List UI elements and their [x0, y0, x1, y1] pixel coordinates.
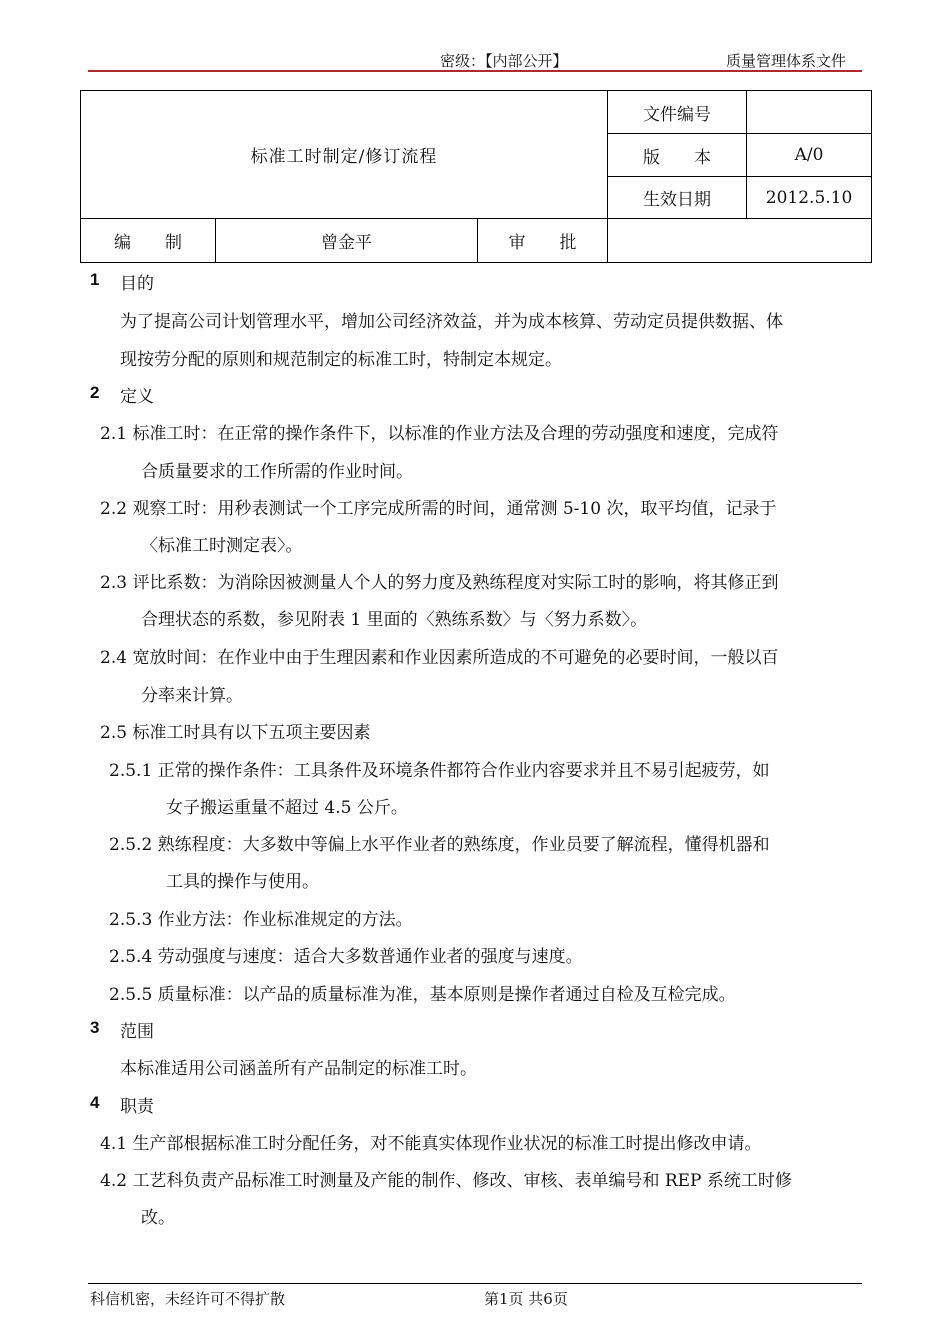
section-2-5-heading: 2.5 标准工时具有以下五项主要因素 — [100, 723, 371, 743]
section-3-para: 本标准适用公司涵盖所有产品制定的标准工时。 — [120, 1059, 477, 1079]
section-2-5-2-line-1: 2.5.2 熟练程度：大多数中等偏上水平作业者的熟练度，作业员要了解流程，懂得机器和 — [109, 835, 770, 855]
version-label: 版 本 — [608, 134, 747, 177]
section-3-title: 范围 — [120, 1022, 154, 1042]
section-4-2-line-1: 4.2 工艺科负责产品标准工时测量及产能的制作、修改、审核、表单编号和 REP 系统工时修 — [100, 1171, 792, 1191]
footer-rule — [88, 1283, 862, 1284]
classification-label: 密级：【内部公开】 — [440, 52, 568, 70]
header-rule — [88, 70, 862, 72]
section-2-2-line-1: 2.2 观察工时：用秒表测试一个工序完成所需的时间，通常测 5-10 次，取平均值，记录于 — [100, 499, 777, 519]
section-2-number: 2 — [90, 383, 100, 402]
section-4-1: 4.1 生产部根据标准工时分配任务，对不能真实体现作业状况的标准工时提出修改申请。 — [100, 1134, 762, 1154]
section-1-para-line-2: 现按劳分配的原则和规范制定的标准工时，特制定本规定。 — [120, 350, 562, 370]
prepared-by-value: 曾金平 — [216, 219, 478, 263]
confidentiality-notice: 科信机密，未经许可不得扩散 — [90, 1290, 286, 1308]
section-3-number: 3 — [90, 1018, 100, 1037]
section-2-3-line-2: 合理状态的系数，参见附表 1 里面的〈熟练系数〉与〈努力系数〉。 — [141, 610, 648, 630]
section-2-title: 定义 — [120, 387, 154, 407]
section-2-3-line-1: 2.3 评比系数：为消除因被测量人个人的努力度及熟练程度对实际工时的影响，将其修正到 — [100, 573, 779, 593]
section-4-title: 职责 — [120, 1097, 154, 1117]
effective-date-label: 生效日期 — [608, 177, 747, 219]
effective-date-value: 2012.5.10 — [747, 177, 872, 219]
section-2-2-line-2: 〈标准工时测定表〉。 — [141, 536, 303, 556]
section-4-number: 4 — [90, 1093, 100, 1112]
section-2-5-1-line-1: 2.5.1 正常的操作条件：工具条件及环境条件都符合作业内容要求并且不易引起疲劳，如 — [109, 761, 770, 781]
section-2-5-1-line-2: 女子搬运重量不超过 4.5 公斤。 — [166, 798, 408, 818]
section-2-1-line-1: 2.1 标准工时：在正常的操作条件下，以标准的作业方法及合理的劳动强度和速度，完成符 — [100, 424, 779, 444]
section-4-2-line-2: 改。 — [141, 1208, 175, 1228]
doc-number-label: 文件编号 — [608, 91, 747, 134]
section-2-4-line-1: 2.4 宽放时间：在作业中由于生理因素和作业因素所造成的不可避免的必要时间，一般以百 — [100, 648, 779, 668]
section-2-5-2-line-2: 工具的操作与使用。 — [166, 872, 319, 892]
prepared-by-label: 编 制 — [81, 219, 216, 263]
section-1-para-line-1: 为了提高公司计划管理水平，增加公司经济效益，并为成本核算、劳动定员提供数据、体 — [120, 312, 783, 332]
section-2-1-line-2: 合质量要求的工作所需的作业时间。 — [141, 462, 413, 482]
section-1-title: 目的 — [120, 274, 154, 294]
doc-number-value — [747, 91, 872, 134]
document-title: 标准工时制定/修订流程 — [81, 91, 608, 219]
document-type-label: 质量管理体系文件 — [726, 52, 847, 70]
section-2-5-3: 2.5.3 作业方法：作业标准规定的方法。 — [109, 910, 413, 930]
section-2-5-5: 2.5.5 质量标准：以产品的质量标准为准，基本原则是操作者通过自检及互检完成。 — [109, 985, 736, 1005]
section-2-5-4: 2.5.4 劳动强度与速度：适合大多数普通作业者的强度与速度。 — [109, 947, 583, 967]
section-2-4-line-2: 分率来计算。 — [141, 686, 243, 706]
version-value: A/0 — [747, 134, 872, 177]
approved-by-label: 审 批 — [478, 219, 608, 263]
section-1-number: 1 — [90, 270, 100, 289]
approved-by-value — [608, 219, 872, 263]
page-number: 第1页 共6页 — [484, 1290, 568, 1308]
document-meta-table — [80, 90, 872, 263]
